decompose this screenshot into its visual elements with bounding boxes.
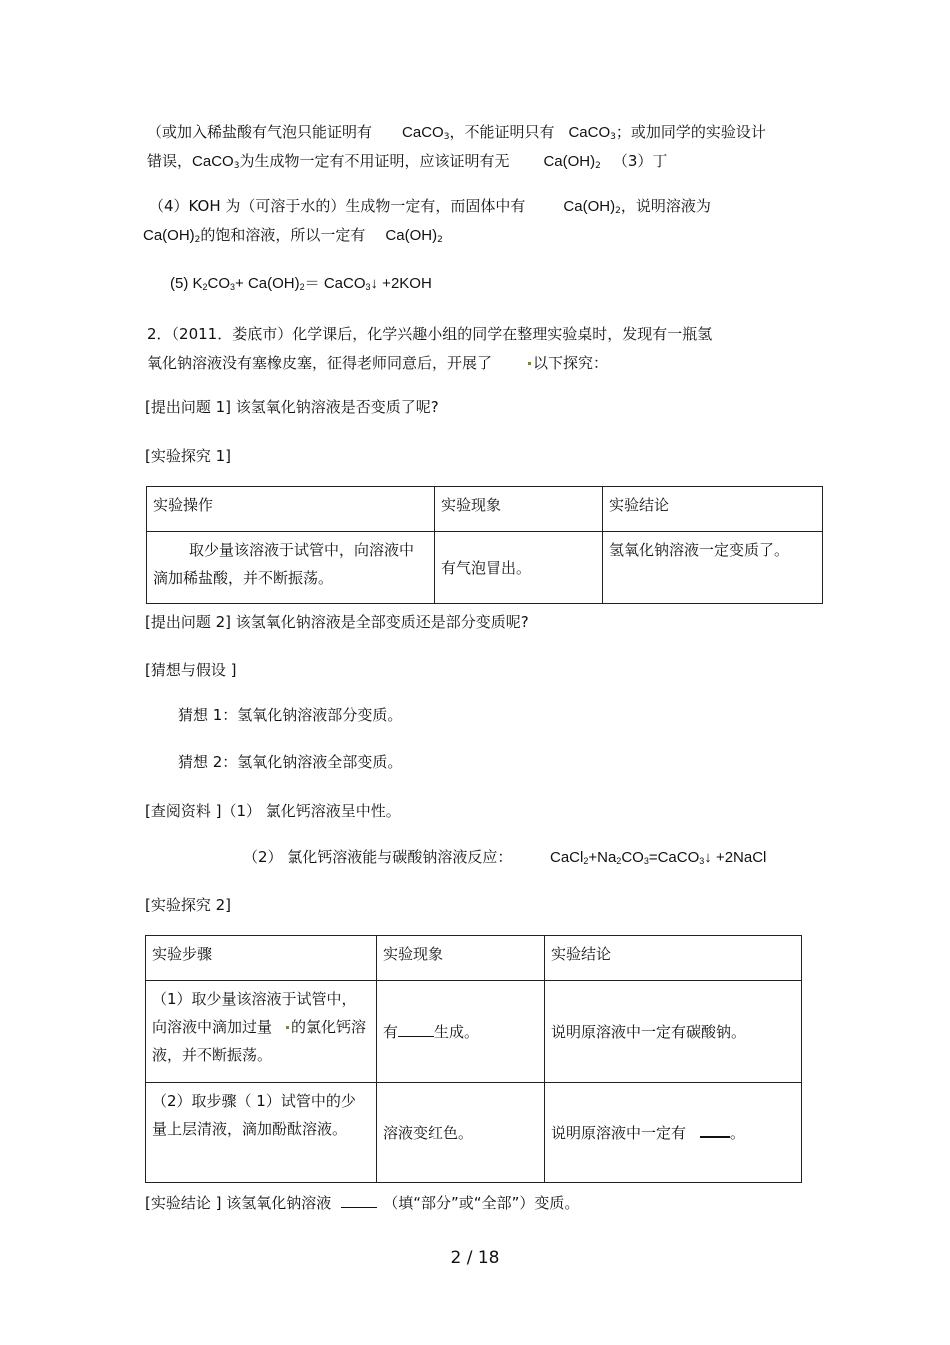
subscript: 3 bbox=[699, 856, 705, 866]
subscript: 3 bbox=[365, 282, 371, 292]
answer-line-5-equation bbox=[170, 274, 432, 297]
cell-text: （2）取步骤（ 1）试管中的少量上层清液，滴加酚酞溶液。 bbox=[152, 1092, 356, 1138]
cell-text: （1）取少量该溶液于试管中，向溶液中滴加过量 bbox=[152, 990, 357, 1036]
answer-line-4 bbox=[143, 225, 443, 250]
table-cell bbox=[377, 981, 545, 1083]
answer-line-3 bbox=[149, 196, 711, 221]
hypothesis-2: 猜想 2：氢氧化钠溶液全部变质。 bbox=[178, 753, 403, 771]
text-segment: 错误， bbox=[147, 152, 193, 170]
mark-dot bbox=[528, 362, 531, 365]
cell-text: 氢氧化钠溶液一定变质了。 bbox=[609, 541, 790, 559]
reference-equation bbox=[550, 848, 766, 871]
experiment-table-1 bbox=[146, 486, 823, 604]
text-segment: （4）KOH 为（可溶于水的）生成物一定有，而固体中有 bbox=[149, 197, 526, 215]
fill-in-blank[interactable] bbox=[700, 1122, 730, 1138]
cell-text: 的氯化钙溶液，并不断振荡。 bbox=[152, 1018, 367, 1064]
table-cell bbox=[146, 1083, 377, 1183]
hypothesis-heading: [猜想与假设 ] bbox=[145, 661, 237, 679]
formula: CaCO bbox=[192, 153, 234, 170]
cell-text: 有 bbox=[383, 1022, 399, 1041]
formula: ↓ +2KOH bbox=[370, 275, 432, 292]
text-segment: （3）丁 bbox=[612, 152, 668, 170]
mark-dot bbox=[286, 1026, 289, 1029]
text-segment: 以下探究： bbox=[533, 354, 609, 372]
subscript: 3 bbox=[610, 132, 616, 142]
experiment-heading-1: [实验探究 1] bbox=[145, 447, 232, 465]
table-cell: 溶液变红色。 bbox=[377, 1083, 545, 1183]
formula: Ca(OH) bbox=[543, 153, 596, 170]
table-cell bbox=[603, 532, 823, 604]
formula: CaCO bbox=[568, 124, 611, 141]
formula: ↓ +2NaCl bbox=[704, 849, 767, 866]
table-header: 实验操作 bbox=[147, 487, 435, 532]
fill-in-blank[interactable] bbox=[398, 1022, 434, 1037]
subscript: 3 bbox=[643, 856, 649, 866]
answer-line-2 bbox=[147, 151, 667, 176]
formula: CO bbox=[621, 849, 644, 866]
formula: + Ca(OH) bbox=[235, 275, 300, 292]
cell-text: 取少量该溶液于试管中，向溶液中滴加稀盐酸，并不断振荡。 bbox=[153, 541, 415, 587]
cell-text: 生成。 bbox=[434, 1022, 480, 1041]
table-header: 实验现象 bbox=[435, 487, 603, 532]
reference-item-2 bbox=[243, 847, 512, 867]
table-cell bbox=[146, 981, 377, 1083]
formula: CO bbox=[207, 275, 231, 292]
subscript: 3 bbox=[230, 282, 236, 292]
subscript: 3 bbox=[443, 132, 450, 142]
subscript: 2 bbox=[437, 235, 443, 245]
hypothesis-1: 猜想 1：氢氧化钠溶液部分变质。 bbox=[178, 706, 403, 724]
cell-text: 。 bbox=[730, 1123, 746, 1142]
experiment-conclusion bbox=[145, 1193, 579, 1213]
text-segment: 氧化钠溶液没有塞橡皮塞，征得老师同意后，开展了 bbox=[147, 354, 493, 372]
formula: ＝ CaCO bbox=[304, 275, 366, 292]
table-header: 实验现象 bbox=[377, 936, 545, 981]
question-2-intro-line-1: 2．（2011．娄底市）化学课后，化学兴趣小组的同学在整理实验桌时，发现有一瓶氢 bbox=[147, 325, 713, 343]
experiment-heading-2: [实验探究 2] bbox=[145, 896, 232, 914]
question-heading-1: [提出问题 1] 该氢氧化钠溶液是否变质了呢? bbox=[145, 398, 439, 416]
fill-in-blank[interactable] bbox=[341, 1193, 377, 1208]
formula: Ca(OH) bbox=[143, 227, 195, 244]
subscript: 2 bbox=[595, 161, 601, 171]
formula: Ca(OH) bbox=[385, 227, 438, 244]
text-segment: 为生成物一定有不用证明，应该证明有无 bbox=[239, 152, 510, 170]
subscript: 2 bbox=[194, 235, 201, 245]
formula: +Na bbox=[588, 849, 617, 866]
answer-line-1 bbox=[147, 122, 766, 147]
subscript: 2 bbox=[583, 856, 589, 866]
text-segment: ，说明溶液为 bbox=[620, 197, 711, 215]
table-header: 实验结论 bbox=[545, 936, 802, 981]
experiment-table-2 bbox=[145, 935, 802, 1183]
reference-heading: [查阅资料 ]（1） 氯化钙溶液呈中性。 bbox=[145, 802, 401, 820]
question-2-intro-line-2 bbox=[147, 353, 608, 373]
formula: (5) K bbox=[170, 275, 203, 292]
table-header: 实验结论 bbox=[603, 487, 823, 532]
question-heading-2: [提出问题 2] 该氢氧化钠溶液是全部变质还是部分变质呢? bbox=[145, 613, 529, 631]
subscript: 3 bbox=[233, 161, 240, 171]
subscript: 2 bbox=[299, 282, 305, 292]
subscript: 2 bbox=[202, 282, 208, 292]
subscript: 2 bbox=[616, 856, 622, 866]
text-segment: （2） 氯化钙溶液能与碳酸钠溶液反应： bbox=[243, 848, 513, 866]
table-cell: 说明原溶液中一定有碳酸钠。 bbox=[545, 981, 802, 1083]
text-segment: ，不能证明只有 bbox=[449, 123, 555, 141]
table-cell bbox=[545, 1083, 802, 1183]
text-segment: ；或加同学的实验设计 bbox=[615, 123, 766, 141]
formula: CaCO bbox=[402, 124, 444, 141]
table-cell bbox=[147, 532, 435, 604]
page-number: 2 / 18 bbox=[450, 1248, 500, 1268]
table-header: 实验步骤 bbox=[146, 936, 377, 981]
text-segment: [实验结论 ] 该氢氧化钠溶液 bbox=[145, 1194, 332, 1212]
cell-text: 说明原溶液中一定有 bbox=[551, 1123, 687, 1142]
text-segment: 的饱和溶液，所以一定有 bbox=[200, 226, 366, 244]
text-segment: （或加入稀盐酸有气泡只能证明有 bbox=[147, 123, 373, 141]
text-segment: （填“部分”或“全部”）变质。 bbox=[383, 1194, 580, 1212]
formula: Ca(OH) bbox=[563, 198, 616, 215]
table-cell: 有气泡冒出。 bbox=[435, 532, 603, 604]
formula: =CaCO bbox=[648, 849, 700, 866]
formula: CaCl bbox=[550, 849, 584, 866]
subscript: 2 bbox=[615, 206, 621, 216]
